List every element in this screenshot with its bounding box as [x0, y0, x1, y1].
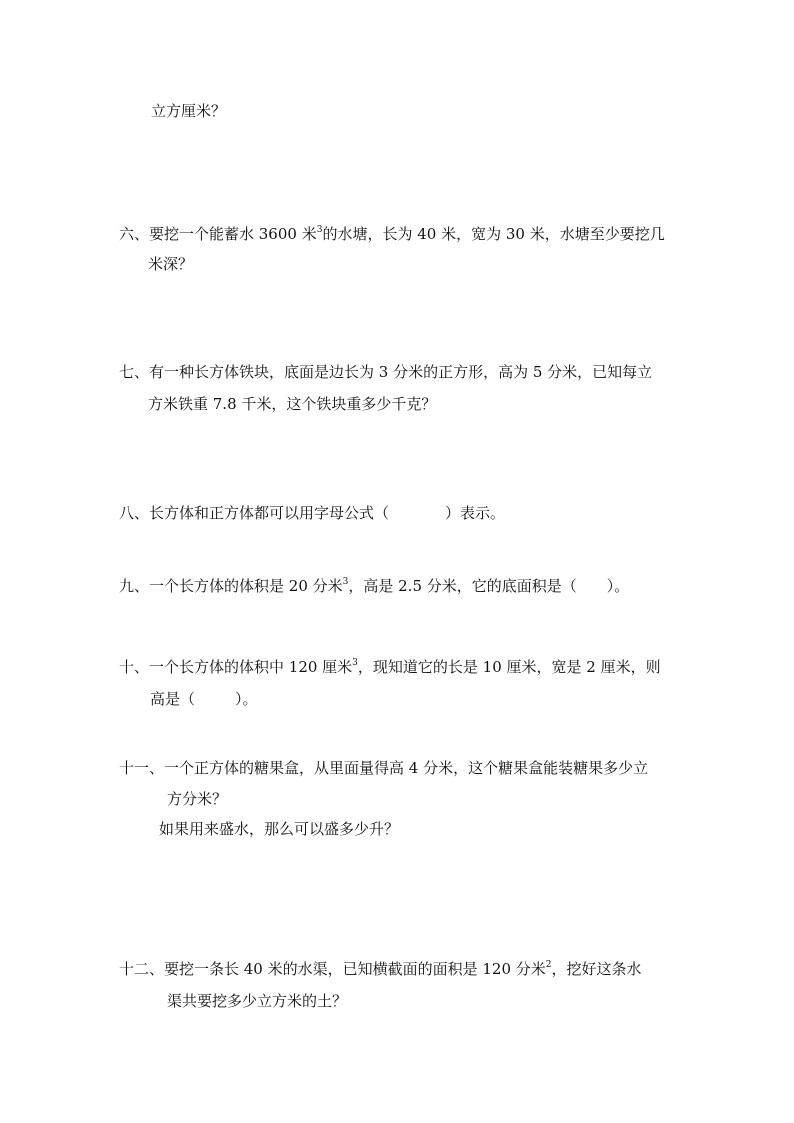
question-12-line-2: 渠共要挖多少立方米的土？ [167, 992, 348, 1010]
question-9-text-mid: ，高是 2.5 分米，它的底面积是（ [348, 577, 577, 595]
question-10-line-2 [150, 689, 258, 709]
question-12-superscript: 2 [545, 960, 552, 970]
carry-over-text: 立方厘米？ [151, 102, 227, 120]
question-6-line-1 [119, 224, 665, 244]
question-6-superscript: 3 [316, 225, 323, 235]
question-11-line-3: 如果用来盛水，那么可以盛多少升？ [159, 820, 400, 838]
question-11-line-1: 十一、一个正方体的糖果盒，从里面量得高 4 分米，这个糖果盒能装糖果多少立 [119, 759, 649, 777]
question-11-line-2: 方分米？ [167, 790, 228, 808]
question-12-text-rest: ，挖好这条水 [551, 960, 642, 978]
question-10-text: 十、一个长方体的体积中 120 厘米 [119, 658, 353, 676]
question-9-text: 九、一个长方体的体积是 20 分米 [119, 577, 343, 595]
question-8-text-end: ）表示。 [445, 504, 506, 522]
question-10-text-end: ）。 [235, 690, 258, 708]
question-8-text: 八、长方体和正方体都可以用字母公式（ [119, 504, 390, 522]
question-12-text: 十二、要挖一条长 40 米的水渠，已知横截面的面积是 120 分米 [119, 960, 546, 978]
question-7-line-2: 方米铁重 7.8 千米，这个铁块重多少千克？ [148, 395, 437, 413]
question-9 [119, 576, 629, 596]
question-6-line-2: 米深？ [148, 255, 194, 273]
question-10-text-2: 高是（ [150, 690, 196, 708]
question-9-text-end: ）。 [606, 577, 630, 595]
question-10-line-1 [119, 657, 661, 677]
question-9-superscript: 3 [342, 577, 349, 587]
question-10-superscript: 3 [352, 658, 358, 668]
question-12-line-1 [119, 959, 642, 979]
question-6-text: 六、要挖一个能蓄水 3600 米 [119, 225, 317, 243]
question-7-line-1: 七、有一种长方体铁块，底面是边长为 3 分米的正方形，高为 5 分米，已知每立 [119, 363, 653, 381]
question-8 [119, 503, 505, 523]
question-10-text-rest: ，现知道它的长是 10 厘米，宽是 2 厘米，则 [357, 658, 661, 676]
question-6-text-rest: 的水塘，长为 40 米，宽为 30 米，水塘至少要挖几 [322, 225, 665, 243]
